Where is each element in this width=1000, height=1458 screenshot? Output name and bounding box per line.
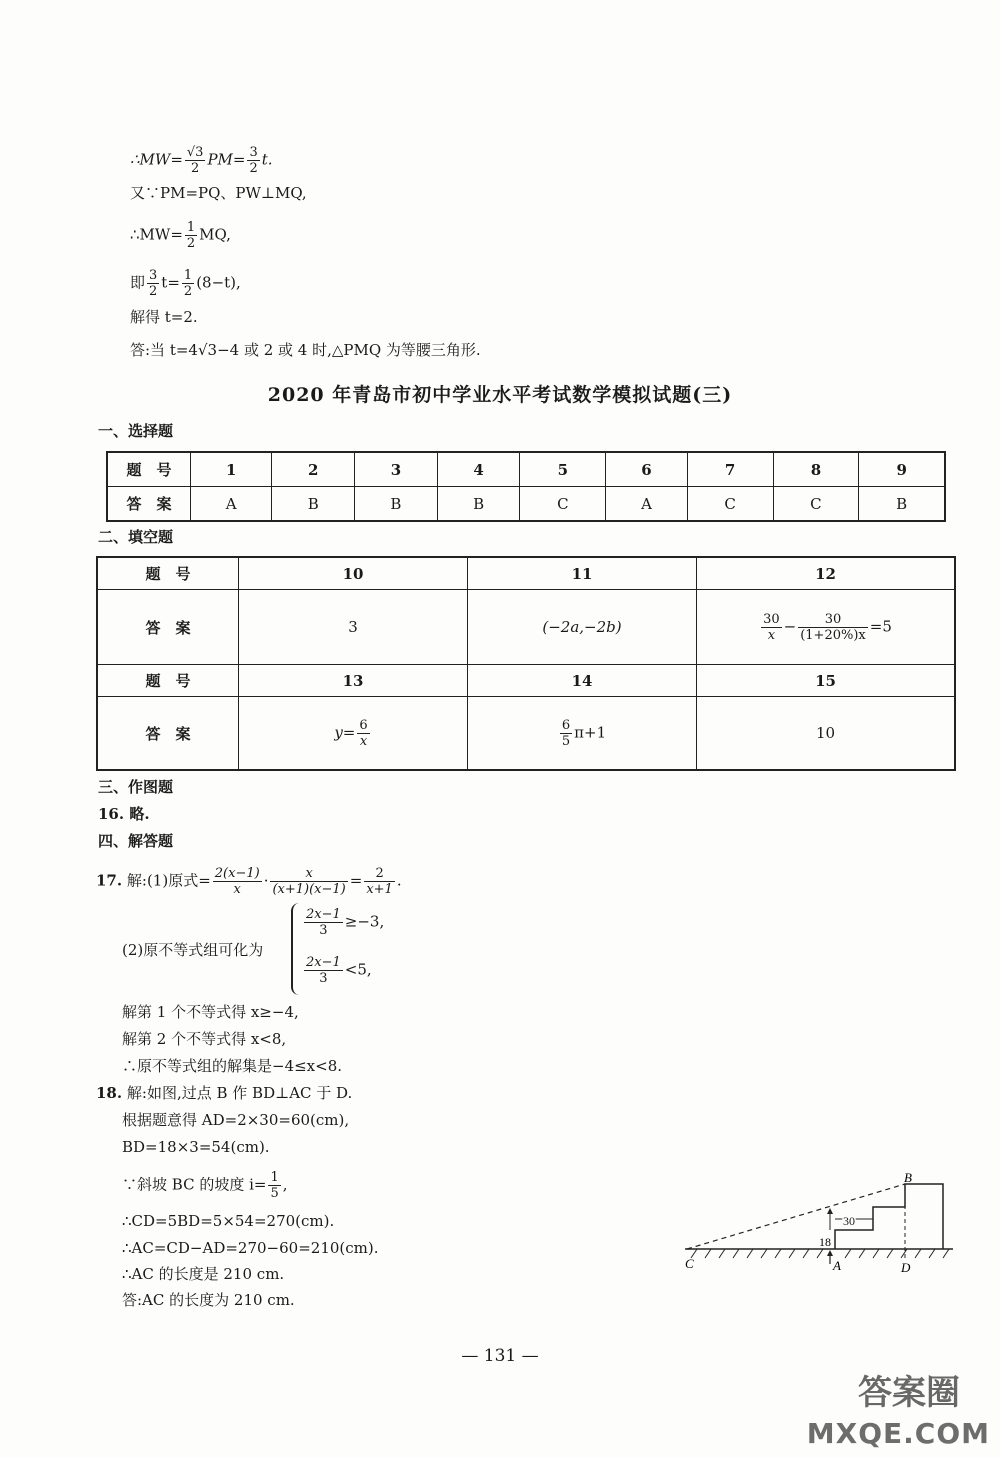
table-cell: 10	[697, 697, 956, 771]
choice-answer-table	[106, 451, 946, 522]
q18-line-8: 答:AC 的长度为 210 cm.	[122, 1291, 295, 1309]
fraction	[213, 866, 262, 897]
header-label-cell: 题 号	[97, 557, 239, 590]
table-cell: 12	[697, 557, 956, 590]
text: 即	[130, 273, 146, 292]
text: t=	[161, 273, 180, 292]
table-cell	[239, 697, 468, 771]
text: −	[783, 617, 797, 635]
question-number: 18.	[96, 1084, 123, 1102]
header-label-cell: 题 号	[97, 665, 239, 697]
denominator: 3	[319, 923, 328, 938]
text: =5	[869, 617, 892, 635]
text: =	[349, 871, 363, 890]
text: 解:(1)原式=	[126, 871, 211, 890]
answer-label-cell: 答 案	[97, 590, 239, 665]
table-cell: B	[272, 487, 355, 522]
table-cell: 15	[697, 665, 956, 697]
numerator: x	[270, 866, 347, 882]
numerator: 2(x−1)	[214, 866, 260, 881]
denominator: 2	[149, 284, 158, 299]
numerator: 2	[364, 866, 395, 882]
table-cell: (−2a,−2b)	[468, 590, 697, 665]
fraction	[147, 268, 159, 299]
q17-inequality-2	[302, 955, 372, 986]
q18-line-1	[96, 1083, 352, 1103]
fraction	[761, 612, 782, 643]
derivation-line-6: 答:当 t=4√3−4 或 2 或 4 时,△PMQ 为等腰三角形.	[130, 341, 481, 359]
numerator: √3	[186, 145, 204, 160]
numerator: 6	[561, 717, 571, 733]
question-16: 16. 略.	[98, 805, 150, 823]
question-number: 17.	[96, 871, 123, 890]
denominator: 3	[319, 971, 328, 986]
table-cell: 13	[239, 665, 468, 697]
table-cell: B	[859, 487, 945, 522]
page-number: — 131 —	[461, 1346, 539, 1366]
text: ∴MW=	[130, 225, 183, 244]
text: ·	[263, 871, 269, 890]
q17-line-5: ∴原不等式组的解集是−4≤x<8.	[122, 1057, 343, 1075]
numerator: 1	[186, 220, 196, 235]
text: .	[396, 871, 402, 890]
denominator: x	[359, 733, 368, 749]
q18-line-6: ∴AC=CD−AD=270−60=210(cm).	[122, 1239, 379, 1257]
denominator: x	[767, 627, 776, 643]
denominator: 2	[186, 236, 196, 251]
text: ∴MW=	[130, 150, 183, 169]
denominator: (x+1)(x−1)	[272, 882, 346, 897]
text: t.	[261, 150, 273, 169]
table-cell: 7	[687, 452, 773, 487]
table-row	[97, 697, 955, 771]
table-cell: A	[606, 487, 687, 522]
fraction	[364, 866, 395, 897]
table-cell: 5	[520, 452, 606, 487]
fraction	[182, 268, 194, 299]
fraction	[270, 866, 347, 897]
fill-answer-table	[96, 556, 956, 771]
fraction	[560, 718, 572, 749]
section-drawing-heading: 三、作图题	[98, 778, 174, 796]
fraction	[798, 612, 868, 643]
denominator: (1+20%)x	[800, 627, 866, 643]
text: y=	[334, 723, 356, 741]
section-fill-heading: 二、填空题	[98, 528, 174, 546]
table-cell: 14	[468, 665, 697, 697]
denominator: 5	[561, 733, 571, 749]
table-cell: 3	[355, 452, 438, 487]
watermark-logo: 答案圈	[858, 1373, 960, 1413]
table-row	[107, 452, 945, 487]
exam-title: 2020 年青岛市初中学业水平考试数学模拟试题(三)	[267, 384, 733, 406]
denominator: 5	[270, 1186, 279, 1201]
numerator: 1	[183, 268, 193, 283]
table-cell: 2	[272, 452, 355, 487]
table-cell: B	[355, 487, 438, 522]
table-cell: 4	[437, 452, 520, 487]
arrow-icon	[827, 1208, 833, 1214]
table-cell: 3	[239, 590, 468, 665]
label-18: 18	[819, 1235, 831, 1249]
table-cell: 9	[859, 452, 945, 487]
text: ≥−3,	[344, 912, 385, 931]
text: MQ,	[199, 225, 231, 244]
q17-line-4: 解第 2 个不等式得 x<8,	[122, 1030, 287, 1048]
text: <5,	[344, 960, 372, 979]
table-cell: 6	[606, 452, 687, 487]
table-cell: C	[520, 487, 606, 522]
q18-line-7: ∴AC 的长度是 210 cm.	[122, 1265, 285, 1283]
fraction	[247, 145, 259, 176]
fraction	[268, 1170, 280, 1201]
table-cell: C	[687, 487, 773, 522]
table-cell: 1	[191, 452, 272, 487]
denominator: x	[233, 882, 241, 897]
table-cell: 8	[773, 452, 859, 487]
table-cell: 10	[239, 557, 468, 590]
table-cell: C	[773, 487, 859, 522]
numerator: 2x−1	[306, 907, 341, 922]
derivation-line-4	[130, 268, 241, 299]
derivation-line-2: 又∵PM=PQ、PW⊥MQ,	[130, 184, 307, 202]
table-cell	[697, 590, 956, 665]
table-cell: B	[437, 487, 520, 522]
text: PM=	[207, 150, 246, 169]
label-b: B	[904, 1170, 912, 1185]
staircase-figure	[675, 1170, 965, 1280]
q18-line-3: BD=18×3=54(cm).	[122, 1138, 270, 1156]
numerator: 2x−1	[306, 955, 341, 970]
table-cell: 11	[468, 557, 697, 590]
fraction	[185, 145, 206, 176]
fraction	[304, 907, 343, 938]
label-30: 30	[843, 1214, 855, 1228]
header-label-cell: 题 号	[107, 452, 191, 487]
section-choice-heading: 一、选择题	[98, 422, 174, 440]
numerator: 30	[763, 611, 780, 627]
q18-line-5: ∴CD=5BD=5×54=270(cm).	[122, 1212, 335, 1230]
table-cell: A	[191, 487, 272, 522]
table-row	[97, 665, 955, 697]
table-row	[97, 590, 955, 665]
denominator: x+1	[366, 882, 393, 897]
table-row	[107, 487, 945, 522]
numerator: 1	[270, 1170, 279, 1185]
section-solve-heading: 四、解答题	[98, 832, 174, 850]
derivation-line-3	[130, 220, 231, 251]
numerator: 3	[149, 268, 158, 283]
q18-line-4	[122, 1170, 288, 1201]
label-d: D	[901, 1260, 911, 1275]
text: ∵斜坡 BC 的坡度 i=	[122, 1175, 267, 1194]
text: 解:如图,过点 B 作 BD⊥AC 于 D.	[126, 1084, 353, 1102]
label-a: A	[833, 1258, 841, 1273]
q17-line-3: 解第 1 个不等式得 x≥−4,	[122, 1003, 299, 1021]
fraction	[185, 220, 197, 251]
label-c: C	[685, 1256, 694, 1271]
answer-label-cell: 答 案	[107, 487, 191, 522]
denominator: 2	[183, 284, 193, 299]
table-cell	[468, 697, 697, 771]
q17-inequality-1	[302, 907, 384, 938]
q17-line-1	[96, 866, 402, 897]
text: (8−t),	[196, 273, 241, 292]
watermark-url: MXQE.COM	[806, 1417, 990, 1450]
fraction	[357, 718, 369, 749]
denominator: 2	[249, 161, 258, 176]
q17-line-2: (2)原不等式组可化为	[122, 941, 264, 959]
denominator: 2	[191, 161, 200, 176]
numerator: 30	[798, 612, 868, 628]
fraction	[304, 955, 343, 986]
derivation-line-5: 解得 t=2.	[130, 308, 198, 326]
numerator: 6	[359, 717, 368, 733]
q18-line-2: 根据题意得 AD=2×30=60(cm),	[122, 1111, 350, 1129]
derivation-line-1	[130, 145, 273, 176]
table-row	[97, 557, 955, 590]
arrow-up-icon	[827, 1250, 833, 1256]
answer-label-cell: 答 案	[97, 697, 239, 771]
ground-hatching	[691, 1249, 949, 1258]
text: π+1	[574, 723, 607, 741]
numerator: 3	[249, 145, 258, 160]
text: ,	[282, 1175, 288, 1194]
